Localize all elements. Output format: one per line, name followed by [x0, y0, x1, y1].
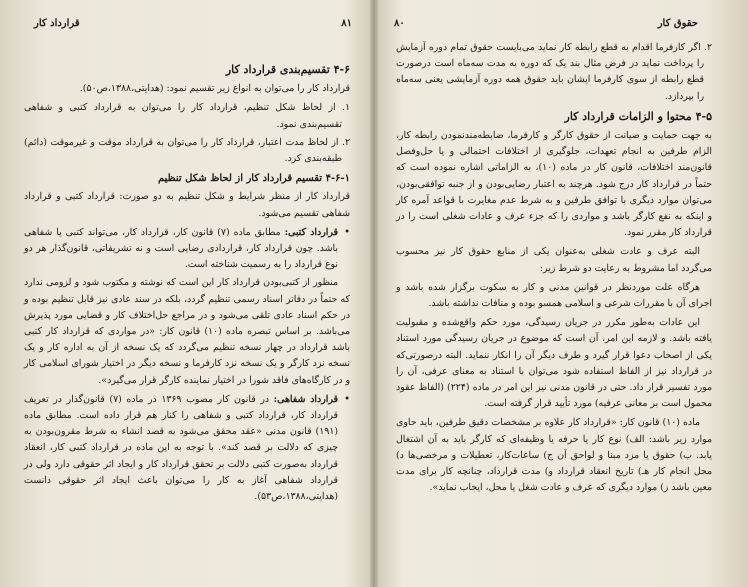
bullet-term: قرارداد شفاهی:: [273, 393, 338, 405]
bullet-text: در قانون کار مصوب ۱۳۶۹ در ماده (۷) قانون‌گذار در تعریف قرارداد کار، قرارداد کتبی و شفاهی را کنار هم قرار داده است. مطابق ماده (۱۹۱) قانون مدنی «عقد محقق می‌شود به قصد انشاء به شرط مقرون‌بودن به چیزی که دلالت بر قصد کند». با توجه به این ماده در قرارداد کتبی کار، انعقاد قرارداد به‌صورت کتبی دلالت بر تحقق قرارداد کار و ایجاد اثر حقوقی دارد ولی در قرارداد شفاهی آغاز به کار را می‌توان باعث ایجاد اثر حقوقی دانست (هدایتی،۱۳۸۸،ص۵۳).: [24, 393, 338, 503]
bullet-term: قرارداد کتبی:: [284, 226, 339, 238]
body-paragraph: منظور از کتبی‌بودن قرارداد کار این است که نوشته و مکتوب شود و لزومی ندارد که حتماً در دفاتر اسناد رسمی تنظیم گردد، بلکه در سند عادی نیز قابل تنظیم بوده و در حکم اسناد عادی تلقی می‌شود و در مراجع حل‌اختلاف کار و قضایی مورد پذیرش می‌باشد. بر اساس تبصره ماده (۱۰) قانون کار: «در مواردی که قرارداد کار کتبی باشد قرارداد در چهار نسخه تنظیم می‌گردد که یک نسخه از آن به اداره کار و یک نسخه نزد کارگر و یک نسخه نزد کارفرما و نسخه دیگر در اختیار شورای اسلامی کار و در کارگاه‌های فاقد شورا در اختیار نماینده کارگر قرار می‌گیرد».: [24, 277, 350, 386]
left-page: [0, 0, 372, 587]
bullet-text: مطابق ماده (۷) قانون کار، قرارداد کار، می‌تواند کتبی یا شفاهی باشد. چون قرارداد کار، قراردادی رضایی است و نه تشریفاتی، قانون‌گذار هر دو نوع قرارداد را به رسمیت شناخته است.: [24, 226, 338, 271]
bullet-oral-contract: [24, 392, 350, 505]
page-number: ۸۰: [394, 18, 405, 29]
list-item: ۲. از لحاظ مدت اعتبار، قرارداد کار را می‌توان به قرارداد موقت و غیرموقت (دائم) طبقه‌بندی کرد.: [24, 136, 350, 165]
running-title: حقوق کار: [657, 18, 698, 29]
list-item: ۱. از لحاظ شکل تنظیم، قرارداد کار را می‌توان به قرارداد کتبی و شفاهی تقسیم‌بندی نمود.: [24, 102, 350, 130]
body-paragraph: این عادات به‌طور مکرر در جریان رسیدگی، مورد حکم واقع‌شده و مقبولیت یافته باشد. و لازمه این امر، آن است که موضوع در جریان رسیدگی مورد استناد یکی از اصحاب دعوا قرار گیرد و طرف دیگر آن را انکار ننماید. البته درصورتی‌که در قرارداد نیز از الفاظ استفاده شود می‌توان با استناد به معنای عرفی، آن را مورد تفسیر قرار داد. حتی در قانون مدنی نیز این امر در ماده (۲۲۴) (الفاظ عقود محمول است بر معانی عرفیه) مورد تأیید قرار گرفته است.: [396, 317, 712, 410]
section-heading: ۴-۵ محتوا و الزامات قرارداد کار: [564, 109, 712, 123]
right-page: [376, 0, 748, 587]
section-heading: ۴-۶ تقسیم‌بندی قرارداد کار: [225, 63, 350, 76]
body-paragraph: البته عرف و عادت شغلی به‌عنوان یکی از منابع حقوق کار نیز محسوب می‌گردد اما مشروط به رعایت دو شرط زیر:: [396, 246, 712, 274]
running-head-right: [394, 18, 710, 29]
right-page-content: [396, 40, 712, 499]
body-paragraph: هرگاه علت موردنظر در قوانین مدنی و کار به سکوت برگزار شده باشد و اجرای آن با مقررات شرعی و اسلامی همسو بوده و منافات نداشته باشد.: [396, 281, 712, 310]
running-title: قرارداد کار: [34, 18, 80, 29]
bullet-written-contract: [24, 225, 350, 274]
intro-paragraph: قرارداد کار را می‌توان به انواع زیر تقسیم نمود: (هدایتی،۱۳۸۸،ص۵۰).: [79, 83, 350, 95]
body-paragraph: ماده (۱۰) قانون کار: «قرارداد کار علاوه بر مشخصات دقیق طرفین، باید حاوی موارد زیر باشد: الف) نوع کار یا حرفه یا وظیفه‌ای که کارگر باید به آن اشتغال یابد. ب) حقوق یا مزد مبنا و لواحق آن ج) ساعات‌کار، تعطیلات و مرخصی‌ها د) محل انجام کار هـ) تاریخ انعقاد قرارداد و) مدت قرارداد، چنانچه کار برای مدت معین باشد ز) موارد دیگری که عرف و عادت شغل یا محل، ایجاب نماید».: [396, 417, 712, 494]
running-head-left: [34, 18, 352, 29]
subsection-heading: ۴-۶-۱ تقسیم قرارداد کار از لحاظ شکل تنظیم: [157, 173, 350, 185]
sub-intro-paragraph: قرارداد کار از منظر شرایط و شکل تنظیم به دو صورت: قرارداد کتبی و قرارداد شفاهی تقسیم می‌شود.: [24, 191, 350, 219]
bullet-icon: •: [344, 393, 350, 405]
list-item: ۲. اگر کارفرما اقدام به قطع رابطه کار نماید می‌بایست حقوق تمام دوره آزمایش را پرداخت نماید در فرض مثال بند یک که دوره به مدت سه‌ماه است درصورت قطع رابطه از سوی کارفرما ایشان باید حقوق همه دوره آزمایشی یعنی سه‌ماه را بپردازد.: [396, 42, 712, 102]
left-page-content: [24, 58, 350, 507]
body-paragraph: به جهت حمایت و صیانت از حقوق کارگر و کارفرما، ضابطه‌مندنمودن رابطه کار، الزام طرفین به انجام تعهدات، جلوگیری از اختلافات احتمالی و یا حل‌وفصل قانون‌مند اختلافات، قانون کار در ماده (۱۰)، به الزاماتی اشاره نموده است که حتماً در قرارداد کار درج شود. هرچند به اعتبار رضایی‌بودن و از جنبه توافقی‌بودن، می‌توان موارد دیگری با توافق طرفین و به شرط عدم مغایرت با قواعد آمره کار و اینکه به نفع کارگر باشد و مواردی را که جزء عرف و عادات شغلی است را در قرارداد کار مقرر نمود.: [396, 130, 712, 239]
page-number: ۸۱: [341, 18, 352, 29]
bullet-icon: •: [344, 226, 350, 238]
